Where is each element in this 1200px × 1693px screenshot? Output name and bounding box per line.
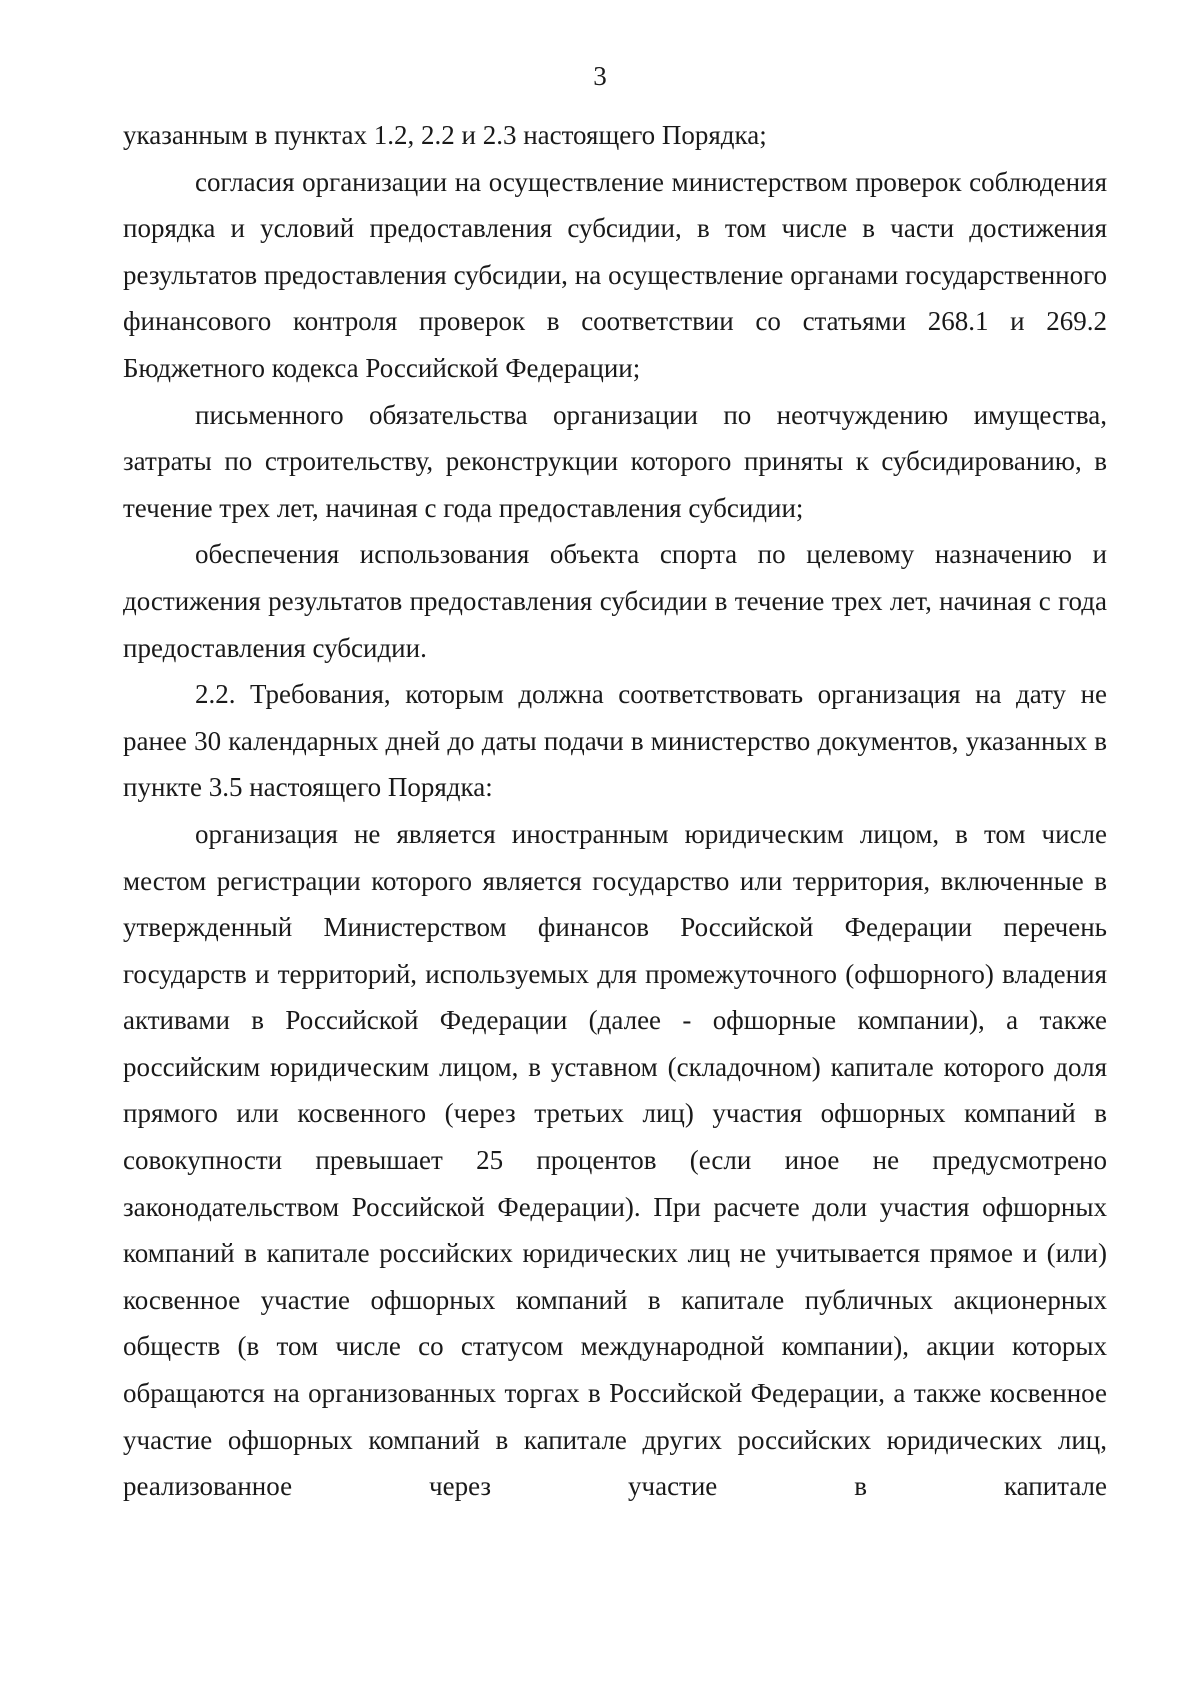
paragraph-3: письменного обязательства организации по неотчуждению имущества, затраты по строительству, реконструкции которого приняты к субсидированию, в течение трех лет, начиная с года предоставления субсидии; xyxy=(123,399,1107,523)
paragraph-4: обеспечения использования объекта спорта по целевому назначению и достижения результатов предоставления субсидии в течение трех лет, начиная с года предоставления субсидии. xyxy=(123,539,1107,663)
paragraph-2: согласия организации на осуществление министерством проверок соблюдения порядка и условий предоставления субсидии, в том числе в части достижения результатов предоставления субсидии, на осуществление органами государственного финансового контроля проверок в соответствии со статьями 268.1 и 269.2 Бюджетного кодекса Российской Федерации; xyxy=(123,166,1107,383)
document-body xyxy=(123,112,1107,1510)
page-number: 3 xyxy=(593,61,607,91)
paragraph-1: указанным в пунктах 1.2, 2.2 и 2.3 настоящего Порядка; xyxy=(123,120,767,150)
paragraph-6: организация не является иностранным юридическим лицом, в том числе местом регистрации которого является государство или территория, включенные в утвержденный Министерством финансов Российской Федерации перечень государств и территорий, используемых для промежуточного (офшорного) владения активами в Российской Федерации (далее - офшорные компании), а также российским юридическим лицом, в уставном (складочном) капитале которого доля прямого или косвенного (через третьих лиц) участия офшорных компаний в совокупности превышает 25 процентов (если иное не предусмотрено законодательством Российской Федерации). При расчете доли участия офшорных компаний в капитале российских юридических лиц не учитывается прямое и (или) косвенное участие офшорных компаний в капитале публичных акционерных обществ (в том числе со статусом международной компании), акции которых обращаются на организованных торгах в Российской Федерации, а также косвенное участие офшорных компаний в капитале других российских юридических лиц, реализованное через участие в капитале xyxy=(123,818,1107,1502)
paragraph-5: 2.2. Требования, которым должна соответствовать организация на дату не ранее 30 календарных дней до даты подачи в министерство документов, указанных в пункте 3.5 настоящего Порядка: xyxy=(123,679,1107,803)
